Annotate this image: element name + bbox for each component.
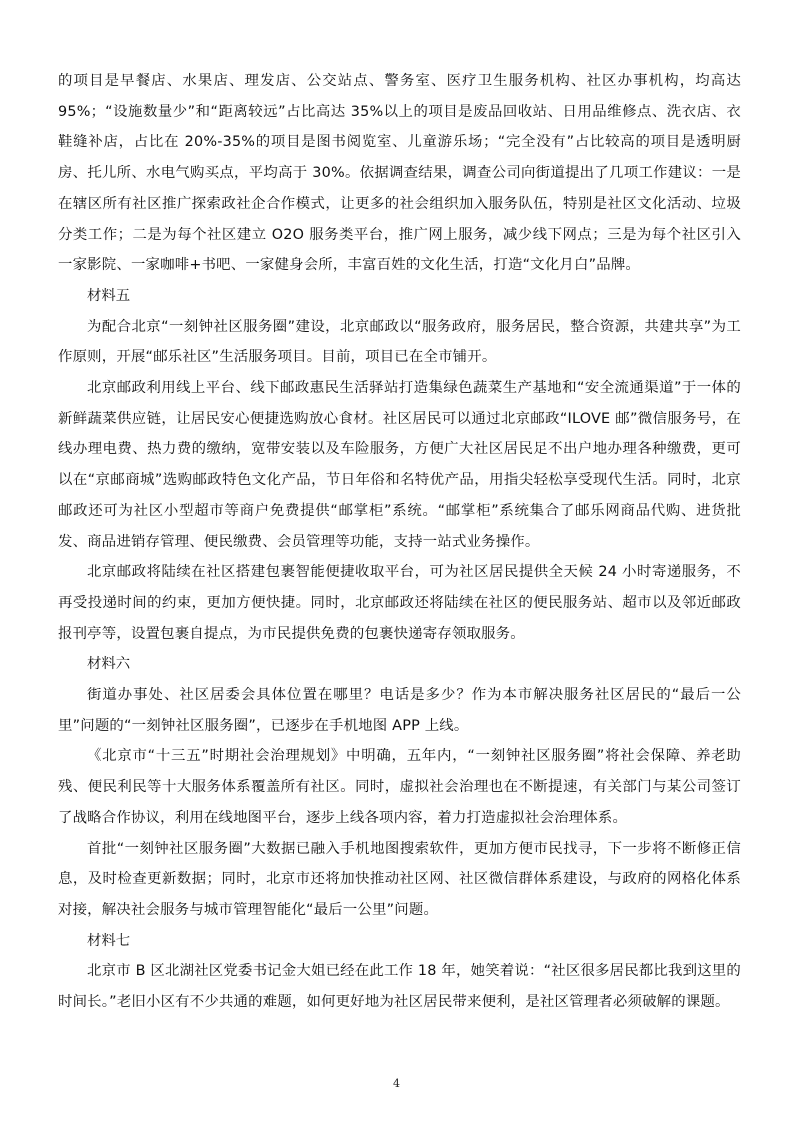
paragraph-postal-project: 为配合北京“一刻钟社区服务圈”建设，北京邮政以“服务政府，服务居民，整合资源，共建共享”为工作原则，开展“邮乐社区”生活服务项目。目前，项目已在全市铺开。 xyxy=(58,318,741,366)
paragraph-parcel-pickup: 北京邮政将陆续在社区搭建包裹智能便捷收取平台，可为社区居民提供全天候 24 小时寄递服务，不再受投递时间的约束，更加方便快捷。同时，北京邮政还将陆续在社区的便民服务站、超市以及邻近邮政报刊亭等，设置包裹自提点，为市民提供免费的包裹快递寄存领取服务。 xyxy=(58,564,741,642)
paragraph-governance-plan: 《北京市“十三五”时期社会治理规划》中明确，五年内，“一刻钟社区服务圈”将社会保障、养老助残、便民利民等十大服务体系覆盖所有社区。同时，虚拟社会治理也在不断提速，有关部门与某公司签订了战略合作协议，利用在线地图平台，逐步上线各项内容，着力打造虚拟社会治理体系。 xyxy=(58,748,741,826)
paragraph-survey-results: 的项目是早餐店、水果店、理发店、公交站点、警务室、医疗卫生服务机构、社区办事机构，均高达 95%；“设施数量少”和“距离较远”占比高达 35%以上的项目是废品回收站、日用品维修点、洗衣店、衣鞋缝补店，占比在 20%-35%的项目是图书阅览室、儿童游乐场；“完全没有”占比较高的项目是透明厨房、托儿所、水电气购买点，平均高于 30%。依据调查结果，调查公司向街道提出了几项工作建议：一是在辖区所有社区推广探索政社企合作模式，让更多的社会组织加入服务队伍，特别是社区文化活动、垃圾分类工作；二是为每个社区建立 O2O 服务类平台，推广网上服务，减少线下网点；三是为每个社区引入一家影院、一家咖啡+书吧、一家健身会所，丰富百姓的文化生活，打造“文化月白”品牌。 xyxy=(58,73,741,274)
paragraph-map-app: 街道办事处、社区居委会具体位置在哪里？电话是多少？作为本市解决服务社区居民的“最后一公里”问题的“一刻钟社区服务圈”，已逐步在手机地图 APP 上线。 xyxy=(58,687,741,734)
heading-material-5: 材料五 xyxy=(87,287,131,304)
page-number: 4 xyxy=(393,1077,400,1090)
document-body xyxy=(58,66,741,1018)
heading-material-7: 材料七 xyxy=(87,932,131,949)
paragraph-beihu-community: 北京市 B 区北湖社区党委书记金大姐已经在此工作 18 年，她笑着说：“社区很多居民都比我到这里的时间长。”老旧小区有不少共通的难题，如何更好地为社区居民带来便利，是社区管理者必须破解的课题。 xyxy=(58,963,741,1011)
paragraph-postal-platform: 北京邮政利用线上平台、线下邮政惠民生活驿站打造集绿色蔬菜生产基地和“安全流通渠道”于一体的新鲜蔬菜供应链，让居民安心便捷选购放心食材。社区居民可以通过北京邮政“ILOVE 邮”微信服务号，在线办理电费、热力费的缴纳，宽带安装以及车险服务，方便广大社区居民足不出户地办理各种缴费，更可以在“京邮商城”选购邮政特色文化产品，节日年俗和名特优产品，用指尖轻松享受现代生活。同时，北京邮政还可为社区小型超市等商户免费提供“邮掌柜”系统。“邮掌柜”系统集合了邮乐网商品代购、进货批发、商品进销存管理、便民缴费、会员管理等功能，支持一站式业务操作。 xyxy=(58,380,741,550)
paragraph-big-data: 首批“一刻钟社区服务圈”大数据已融入手机地图搜索软件，更加方便市民找寻，下一步将不断修正信息，及时检查更新数据；同时，北京市还将加快推动社区网、社区微信群体系建设，与政府的网格化体系对接，解决社会服务与城市管理智能化“最后一公里”问题。 xyxy=(58,840,741,918)
heading-material-6: 材料六 xyxy=(87,656,131,673)
